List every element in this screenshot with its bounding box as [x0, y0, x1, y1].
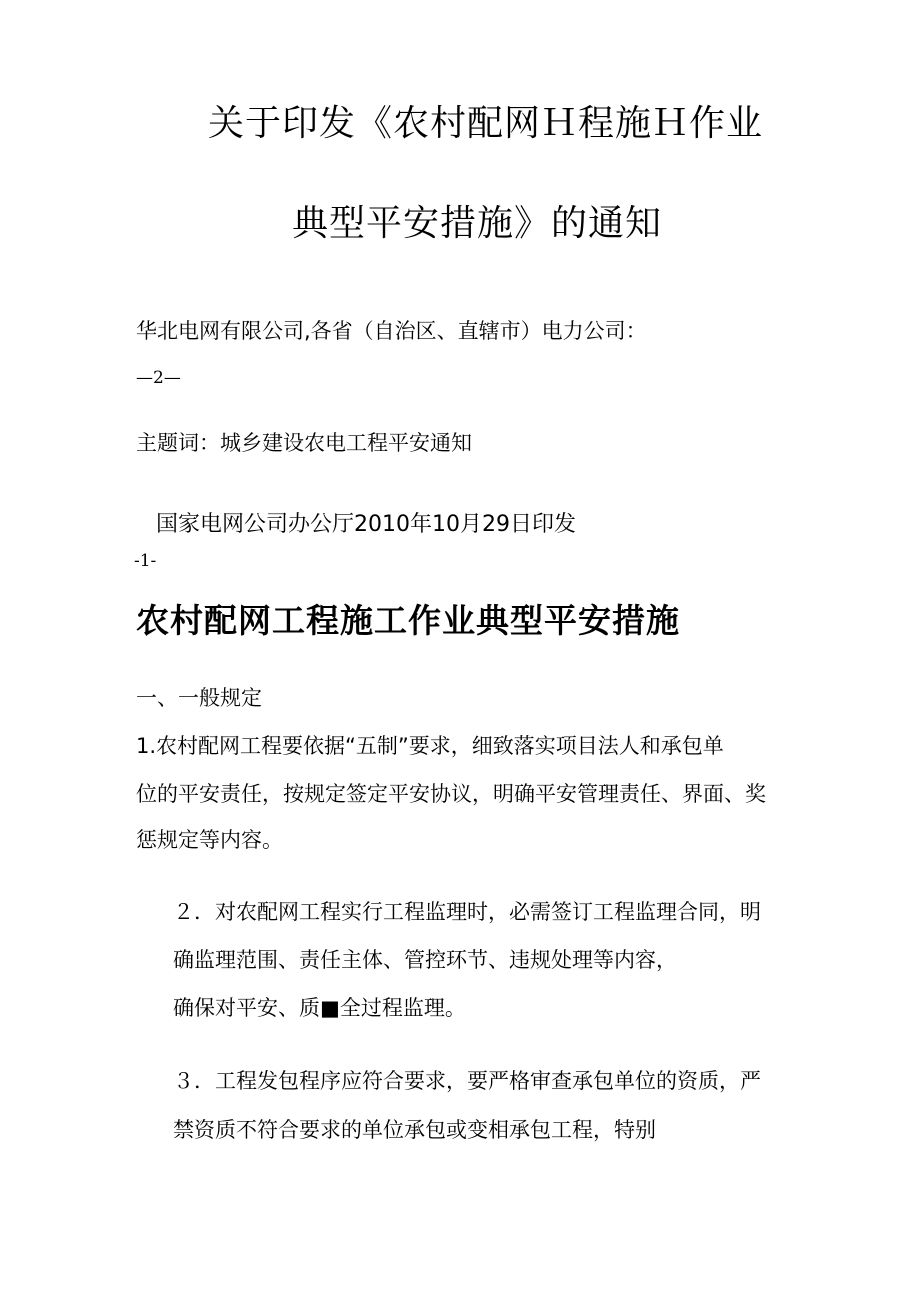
keywords-line: 主题词：城乡建设农电工程平安通知 — [136, 431, 472, 455]
paragraph-2-line-3: 确保对平安、质■全过程监理。 — [173, 996, 466, 1020]
page-number-top: —2— — [136, 368, 181, 388]
paragraph-3-line-1: ３．工程发包程序应符合要求，要严格审查承包单位的资质，严 — [173, 1069, 761, 1093]
section-heading: 一、一般规定 — [136, 686, 262, 710]
document-heading: 农村配网工程施工作业典型平安措施 — [136, 601, 680, 640]
issuer-line: 国家电网公司办公厅2010年10月29日印发 — [156, 512, 576, 537]
paragraph-2-line-1: ２．对农配网工程实行工程监理时，必需签订工程监理合同，明 — [173, 900, 761, 924]
paragraph-2-line-2: 确监理范围、责任主体、管控环节、违规处理等内容， — [173, 948, 677, 972]
document-title-line-2: 典型平安措施》的通知 — [292, 203, 663, 244]
page-number-bottom: -1- — [134, 551, 157, 571]
salutation: 华北电网有限公司,各省（自治区、直辖市）电力公司： — [136, 319, 647, 343]
paragraph-3-line-2: 禁资质不符合要求的单位承包或变相承包工程，特别 — [173, 1118, 656, 1142]
paragraph-1-line-1: 1.农村配网工程要依据“五制”要求，细致落实项目法人和承包单 — [136, 734, 724, 758]
document-title-line-1: 关于印发《农村配网Ｈ程施Ｈ作业 — [208, 103, 764, 144]
paragraph-1-line-3: 惩规定等内容。 — [136, 828, 283, 852]
paragraph-1-line-2: 位的平安责任，按规定签定平安协议，明确平安管理责任、界面、奖 — [136, 782, 766, 806]
